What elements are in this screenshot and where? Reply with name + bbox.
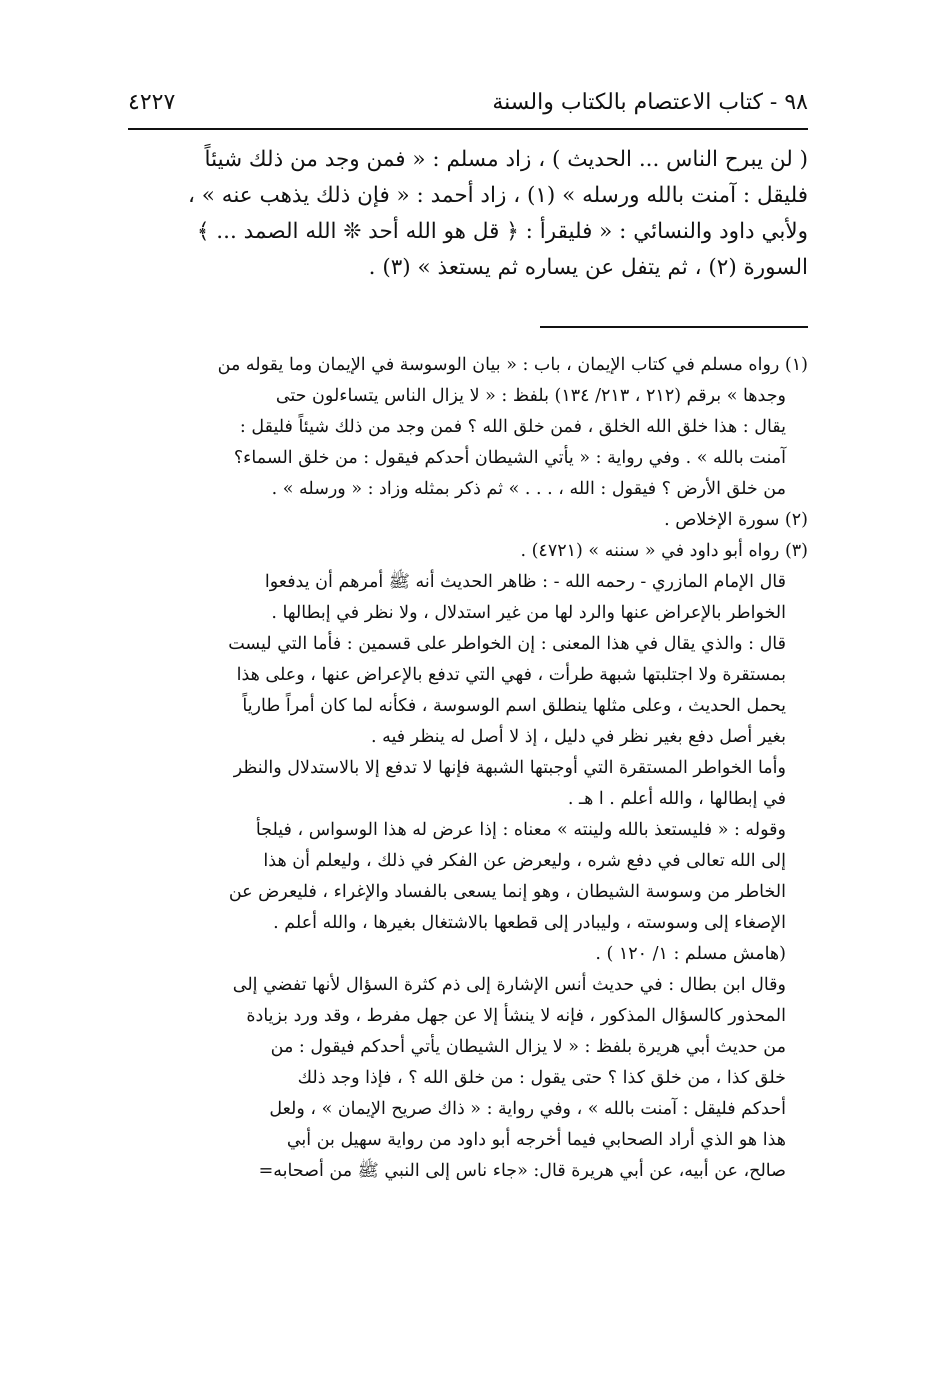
footnote-separator: [540, 326, 808, 328]
footnote-3-line-20: هذا هو الذي أراد الصحابي فيما أخرجه أبو داود من رواية سهيل بن أبي: [286, 1130, 786, 1150]
main-line-1: ( لن يبرح الناس ... الحديث ) ، زاد مسلم : « فمن وجد من ذلك شيئاً: [204, 147, 808, 172]
footnote-1-line-5: من خلق الأرض ؟ فيقول : الله ، . . . » ثم ذكر بمثله وزاد : « ورسله » .: [271, 479, 786, 499]
footnote-3-line-12: الخاطر من وسوسة الشيطان ، وهو إنما يسعى بالفساد والإغراء ، فليعرض عن: [228, 882, 786, 902]
footnote-3-line-19: أحدكم فليقل : آمنت بالله » ، وفي رواية : « ذاك صريح الإيمان » ، ولعل: [269, 1099, 786, 1119]
page-number: ٤٢٢٧: [128, 90, 176, 115]
footnote-3-line-15: وقال ابن بطال : في حديث أنس الإشارة إلى ذم كثرة السؤال لأنها تفضي إلى: [232, 975, 786, 995]
footnote-3-line-10: وقوله : « فليستعذ بالله ولينته » معناه : إذا عرض له هذا الوسواس ، فيلجأ: [255, 820, 786, 840]
footnotes: [128, 350, 808, 1187]
header-rule: [128, 128, 808, 130]
main-line-2: فليقل : آمنت بالله ورسله » (١) ، زاد أحمد : « فإن ذلك يذهب عنه » ،: [188, 183, 808, 208]
footnote-3-line-7: بغير أصل دفع بغير نظر في دليل ، إذ لا أصل له ينظر فيه .: [370, 727, 786, 747]
footnote-3-line-6: يحمل الحديث ، وعلى مثلها ينطلق اسم الوسوسة ، فكأنه لما كان أمراً طارياً: [242, 696, 786, 716]
footnote-3-line-13: الإصغاء إلى وسوسته ، وليبادر إلى قطعها بالاشتغال بغيرها ، والله أعلم .: [273, 913, 786, 933]
footnote-3-line-5: بمستقرة ولا اجتلبتها شبهة طرأت ، فهي التي تدفع بالإعراض عنها ، وعلى هذا: [236, 665, 786, 685]
page-header: [128, 86, 808, 126]
footnote-3-line-3: الخواطر بالإعراض عنها والرد لها من غير استدلال ، ولا نظر في إبطالها .: [271, 603, 786, 623]
footnote-1-line-4: آمنت بالله » . وفي رواية : « يأتي الشيطان أحدكم فيقول : من خلق السماء؟: [233, 448, 786, 468]
main-text: [128, 142, 808, 286]
footnote-2: (٢) سورة الإخلاص .: [664, 510, 808, 530]
footnote-3-line-9: في إبطالها ، والله أعلم . ا هـ .: [567, 789, 786, 809]
footnote-3-line-16: المحذور كالسؤال المذكور ، فإنه لا ينشأ إلا عن جهل مفرط ، وقد ورد بزيادة: [246, 1006, 786, 1026]
footnote-3-line-2: قال الإمام المازري - رحمه الله - : ظاهر الحديث أنه ﷺ أمرهم أن يدفعوا: [264, 572, 786, 592]
footnote-1-line-1: (١) رواه مسلم في كتاب الإيمان ، باب : « بيان الوسوسة في الإيمان وما يقوله من: [217, 355, 808, 375]
footnote-3-line-14: (هامش مسلم : ١/ ١٢٠ ) .: [595, 944, 786, 964]
footnote-1-line-2: وجدها » برقم (٢١٢ ، ٢١٣/ ١٣٤) بلفظ : « لا يزال الناس يتساءلون حتى: [275, 386, 786, 406]
footnote-3-line-21: صالح، عن أبيه، عن أبي هريرة قال: «جاء ناس إلى النبي ﷺ من أصحابه=: [258, 1161, 786, 1181]
chapter-title: ٩٨ - كتاب الاعتصام بالكتاب والسنة: [492, 90, 808, 115]
footnote-3-line-4: قال : والذي يقال في هذا المعنى : إن الخواطر على قسمين : فأما التي ليست: [228, 634, 786, 654]
footnote-3-line-17: من حديث أبي هريرة بلفظ : « لا يزال الشيطان يأتي أحدكم فيقول : من: [270, 1037, 786, 1057]
footnote-3: (٣) رواه أبو داود في « سننه » (٤٧٢١) .: [520, 541, 808, 561]
main-line-3: ولأبي داود والنسائي : « فليقرأ : ﴿ قل هو الله أحد ❊ الله الصمد ... ﴾: [196, 219, 808, 244]
footnote-1-line-3: يقال : هذا خلق الله الخلق ، فمن خلق الله ؟ فمن وجد من ذلك شيئاً فليقل :: [239, 417, 786, 437]
footnote-3-line-8: وأما الخواطر المستقرة التي أوجبتها الشبهة فإنها لا تدفع إلا بالاستدلال والنظر: [233, 758, 786, 778]
footnote-3-line-11: إلى الله تعالى في دفع شره ، وليعرض عن الفكر في ذلك ، وليعلم أن هذا: [263, 851, 786, 871]
main-line-4: السورة (٢) ، ثم يتفل عن يساره ثم يستعذ » (٣) .: [368, 255, 808, 280]
footnote-3-line-18: خلق كذا ، من خلق كذا ؟ حتى يقول : من خلق الله ؟ ، فإذا وجد ذلك: [297, 1068, 786, 1088]
